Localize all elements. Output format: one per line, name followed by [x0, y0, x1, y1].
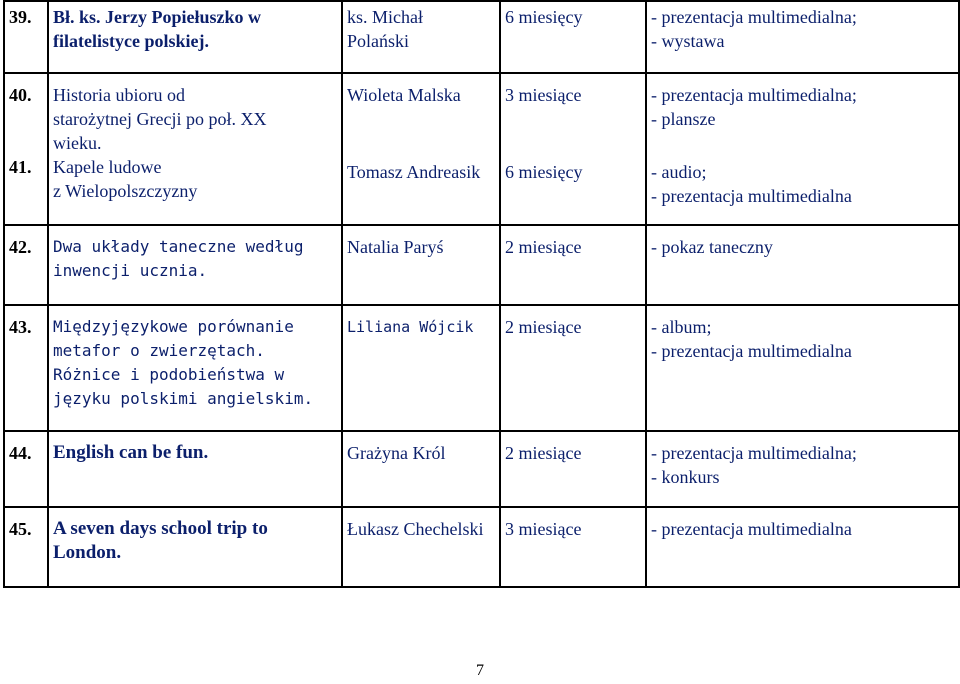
- project-title: A seven days school trip to London.: [48, 507, 342, 587]
- row-number: 44.: [4, 431, 48, 507]
- duration: 3 miesiące: [500, 507, 646, 587]
- teacher-name: ks. Michał Polański: [342, 1, 500, 73]
- teacher-name: Wioleta Malska Tomasz Andreasik: [342, 73, 500, 225]
- presentation-form: - album; - prezentacja multimedialna: [646, 305, 959, 431]
- projects-table: [3, 0, 960, 588]
- row-number: 40. 41.: [4, 73, 48, 225]
- table-row: [4, 305, 959, 431]
- duration: 2 miesiące: [500, 305, 646, 431]
- duration: 2 miesiące: [500, 431, 646, 507]
- table-row: [4, 225, 959, 305]
- teacher-name: Łukasz Chechelski: [342, 507, 500, 587]
- presentation-form: - prezentacja multimedialna; - konkurs: [646, 431, 959, 507]
- project-title: Bł. ks. Jerzy Popiełuszko w filatelistyce polskiej.: [48, 1, 342, 73]
- presentation-form: - prezentacja multimedialna; - plansze - audio; - prezentacja multimedialna: [646, 73, 959, 225]
- page-number: 7: [476, 662, 484, 679]
- project-title: Historia ubioru od starożytnej Grecji po poł. XX wieku. Kapele ludowe z Wielopolszczyzny: [48, 73, 342, 225]
- project-title: Międzyjęzykowe porównanie metafor o zwierzętach. Różnice i podobieństwa w języku polskimi angielskim.: [48, 305, 342, 431]
- teacher-name: Liliana Wójcik: [342, 305, 500, 431]
- duration: 2 miesiące: [500, 225, 646, 305]
- presentation-form: - prezentacja multimedialna; - wystawa: [646, 1, 959, 73]
- presentation-form: - prezentacja multimedialna: [646, 507, 959, 587]
- project-title: English can be fun.: [48, 431, 342, 507]
- teacher-name: Grażyna Król: [342, 431, 500, 507]
- presentation-form: - pokaz taneczny: [646, 225, 959, 305]
- row-number: 45.: [4, 507, 48, 587]
- project-title: Dwa układy taneczne według inwencji ucznia.: [48, 225, 342, 305]
- duration: 6 miesięcy: [500, 1, 646, 73]
- table-row: [4, 1, 959, 73]
- row-number: 39.: [4, 1, 48, 73]
- table-row: [4, 507, 959, 587]
- table-row: [4, 431, 959, 507]
- row-number: 43.: [4, 305, 48, 431]
- row-number: 42.: [4, 225, 48, 305]
- duration: 3 miesiące 6 miesięcy: [500, 73, 646, 225]
- teacher-name: Natalia Paryś: [342, 225, 500, 305]
- table-row: [4, 73, 959, 225]
